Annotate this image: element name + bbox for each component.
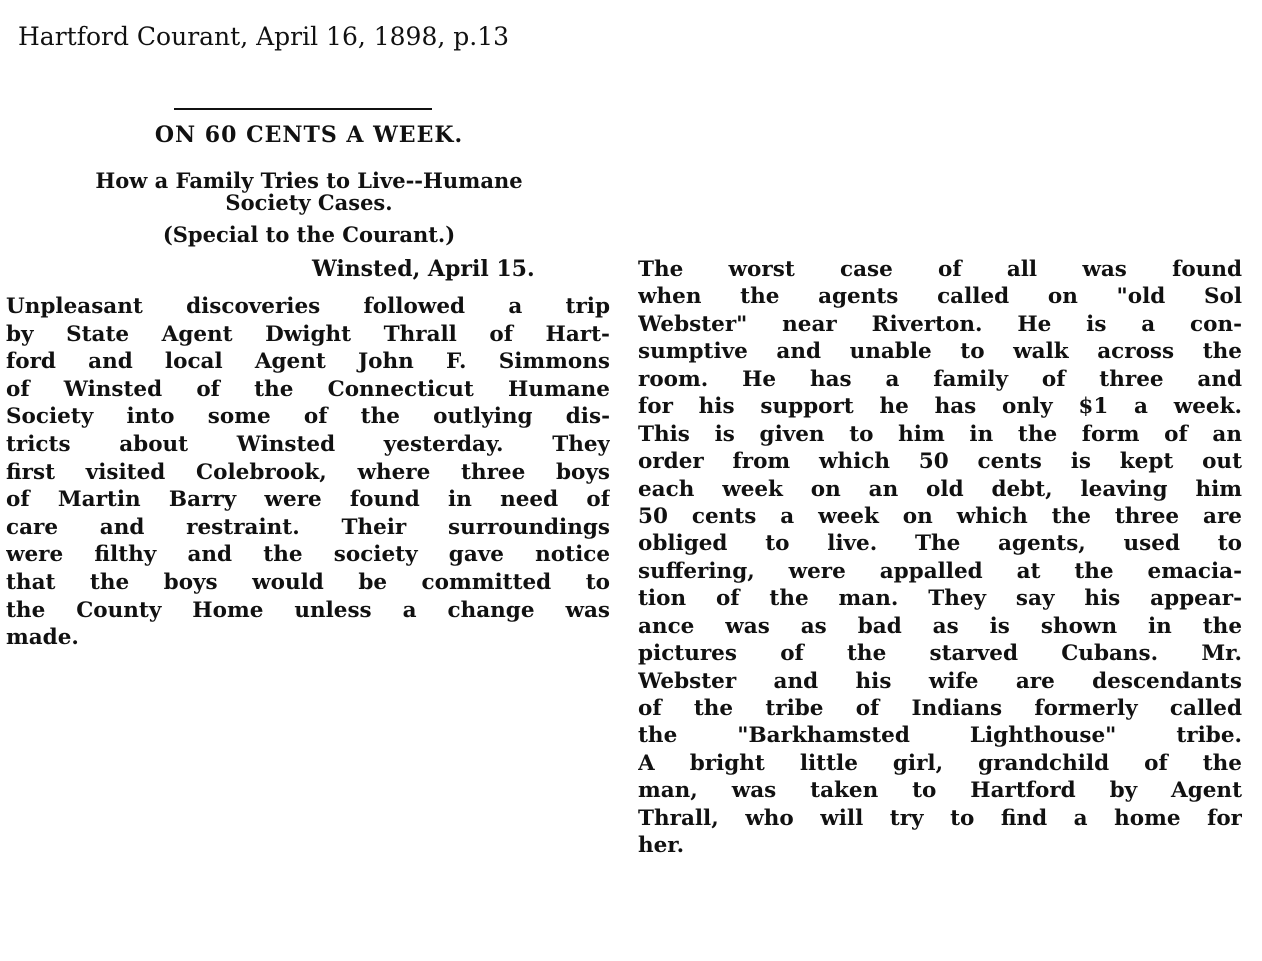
text-line: Thrall, who will try to find a home for [638, 805, 1242, 831]
text-line: man, was taken to Hartford by Agent [638, 778, 1242, 804]
text-line: the "Barkhamsted Lighthouse" tribe. [638, 723, 1242, 749]
text-line: tion of the man. They say his appear- [638, 586, 1242, 612]
article-subhead [0, 170, 618, 214]
right-column [638, 256, 1242, 860]
text-line: room. He has a family of three and [638, 366, 1242, 392]
text-line: when the agents called on "old Sol [638, 284, 1242, 310]
text-line: that the boys would be committed to [6, 569, 610, 595]
article-headline: ON 60 CENTS A WEEK. [154, 122, 464, 148]
subhead-line: How a Family Tries to Live--Humane [95, 168, 523, 193]
text-line: order from which 50 cents is kept out [638, 449, 1242, 475]
text-line: care and restraint. Their surroundings [6, 514, 610, 540]
text-line: first visited Colebrook, where three boys [6, 459, 610, 485]
text-line: obliged to live. The agents, used to [638, 531, 1242, 557]
left-column [6, 293, 610, 652]
text-line: This is given to him in the form of an [638, 421, 1242, 447]
text-line: of Winsted of the Connecticut Humane [6, 376, 610, 402]
text-line: were filthy and the society gave notice [6, 542, 610, 568]
text-line: by State Agent Dwight Thrall of Hart- [6, 321, 610, 347]
text-line: ance was as bad as is shown in the [638, 613, 1242, 639]
text-line: Webster" near Riverton. He is a con- [638, 311, 1242, 337]
text-line: of the tribe of Indians formerly called [638, 696, 1242, 721]
special-credit: (Special to the Courant.) [162, 222, 456, 247]
text-line: suffering, were appalled at the emacia- [638, 558, 1242, 584]
text-line: pictures of the starved Cubans. Mr. [638, 641, 1242, 667]
subhead-line: Society Cases. [225, 190, 393, 215]
top-rule [174, 108, 432, 110]
text-line: Webster and his wife are descendants [638, 668, 1242, 694]
text-line: Unpleasant discoveries followed a trip [6, 294, 610, 319]
text-line: tricts about Winsted yesterday. They [6, 431, 610, 457]
text-line: of Martin Barry were found in need of [6, 487, 610, 513]
text-line: the County Home unless a change was [6, 597, 610, 623]
text-line: sumptive and unable to walk across the [638, 339, 1242, 365]
text-line: A bright little girl, grandchild of the [638, 750, 1242, 776]
source-caption: Hartford Courant, April 16, 1898, p.13 [18, 22, 510, 51]
text-line: each week on an old debt, leaving him [638, 476, 1242, 502]
text-line: for his support he has only $1 a week. [638, 394, 1242, 420]
text-line: Society into some of the outlying dis- [6, 404, 610, 430]
text-line: her. [638, 833, 685, 859]
text-line: made. [6, 625, 79, 651]
text-line: The worst case of all was found [638, 257, 1242, 282]
text-line: 50 cents a week on which the three are [638, 503, 1242, 529]
text-line: ford and local Agent John F. Simmons [6, 349, 610, 375]
